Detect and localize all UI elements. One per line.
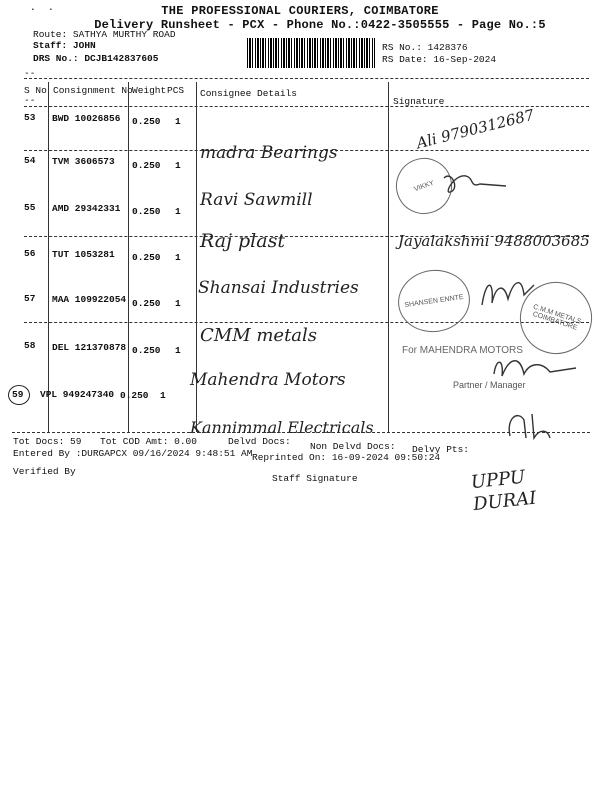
row-rule — [24, 322, 589, 323]
handwritten-note: UPPU DURAI — [469, 466, 538, 516]
col-header-consignee: Consignee Details — [200, 88, 297, 99]
rs-date-row — [382, 54, 496, 65]
col-divider — [388, 82, 389, 432]
row-weight: 0.250 — [132, 160, 161, 171]
row-pcs: 1 — [175, 160, 181, 171]
rs-no-row — [382, 42, 468, 53]
row-weight: 0.250 — [132, 116, 161, 127]
footer-non-delvd: Non Delvd Docs: — [310, 441, 396, 452]
signature-scribble — [504, 408, 554, 442]
barcode — [247, 38, 375, 68]
col-header-signature: Signature — [393, 96, 445, 107]
rs-no-value: 1428376 — [427, 42, 468, 53]
row-consignment: BWD 10026856 — [52, 113, 121, 124]
row-consignment: AMD 29342331 — [52, 203, 121, 214]
runsheet-subtitle: Delivery Runsheet - PCX - Phone No.:0422-3505555 - Page No.:5 — [94, 18, 546, 32]
footer-reprinted: Reprinted On: 16-09-2024 09:50:24 — [252, 452, 441, 463]
rs-date-value: 16-Sep-2024 — [433, 54, 497, 65]
company-title: THE PROFESSIONAL COURIERS, COIMBATORE — [161, 4, 439, 18]
row-pcs: 1 — [175, 206, 181, 217]
dash-mark: -- — [24, 95, 36, 106]
row-weight: 0.250 — [132, 298, 161, 309]
row-weight: 0.250 — [132, 345, 161, 356]
row-consignee-handwritten: Mahendra Motors — [190, 370, 346, 390]
row-pcs: 1 — [175, 345, 181, 356]
print-mahendra: For MAHENDRA MOTORS — [402, 345, 523, 356]
col-header-pcs: PCS — [167, 85, 185, 96]
row-consignment: TVM 3606573 — [52, 156, 115, 167]
row-consignment: DEL 121370878 — [52, 342, 127, 353]
rs-date-label: RS Date: — [382, 54, 428, 65]
row-consignee-handwritten: Raj plast — [200, 230, 285, 252]
row-sno: 56 — [24, 248, 36, 259]
route-value: SATHYA MURTHY ROAD — [72, 29, 176, 40]
col-header-sno: S No — [24, 85, 47, 96]
row-weight: 0.250 — [120, 390, 149, 401]
row-consignee-handwritten: CMM metals — [200, 325, 318, 346]
header-bottom-rule — [24, 106, 589, 107]
row-pcs: 1 — [175, 116, 181, 127]
stamp-cmm-text: C.M.M METALS COIMBATORE — [531, 303, 582, 332]
stamp-vikky-text: VIKKY — [413, 179, 435, 193]
rs-no-label: RS No.: — [382, 42, 422, 53]
row-consignee-handwritten: Ravi Sawmill — [200, 190, 313, 210]
route-row — [33, 29, 176, 40]
drs-label: DRS No.: — [33, 53, 79, 64]
row-consignment: TUT 1053281 — [52, 249, 115, 260]
stamp-shansen — [394, 265, 474, 336]
col-header-weight: Weight — [132, 85, 167, 96]
row-consignment: MAA 109922054 — [52, 294, 127, 305]
footer-verified-by: Verified By — [13, 466, 76, 477]
footer-entered-by: Entered By :DURGAPCX 09/16/2024 9:48:51 AM — [13, 448, 253, 459]
col-header-consignment: Consignment No — [53, 85, 133, 96]
drs-value: DCJB142837605 — [84, 53, 159, 64]
footer-delvd: Delvd Docs: — [228, 436, 291, 447]
row-pcs: 1 — [160, 390, 166, 401]
signature-phone-handwritten: Ali 9790312687 — [414, 105, 537, 153]
row-pcs: 1 — [175, 298, 181, 309]
row-sno: 59 — [12, 389, 24, 400]
row-pcs: 1 — [175, 252, 181, 263]
footer-delvy-pts: Delvy Pts: — [412, 444, 470, 455]
table-top-rule — [24, 78, 589, 79]
row-consignment: VPL 949247340 — [40, 389, 115, 400]
staff-row — [33, 40, 96, 51]
footer-tot-cod: Tot COD Amt: 0.00 — [100, 436, 197, 447]
staff-value: JOHN — [72, 40, 96, 51]
signature-jayalakshmi: Jayalakshmi 9488003685 — [398, 232, 590, 250]
row-consignee-handwritten: Kannimmal Electricals — [190, 418, 374, 437]
corner-dot: . — [30, 2, 36, 13]
row-sno: 54 — [24, 155, 36, 166]
stamp-shansen-text: SHANSEN ENNTE — [404, 293, 464, 309]
staff-label: Staff: — [33, 40, 68, 51]
row-consignee-handwritten: Shansai Industries — [198, 278, 359, 298]
row-weight: 0.250 — [132, 252, 161, 263]
print-partner-manager: Partner / Manager — [453, 380, 526, 390]
signature-scribble — [440, 168, 510, 198]
col-divider — [128, 82, 129, 432]
row-sno: 57 — [24, 293, 36, 304]
drs-row — [33, 53, 158, 64]
col-divider — [48, 82, 49, 432]
footer-tot-docs: Tot Docs: 59 — [13, 436, 82, 447]
dash-mark: -- — [24, 68, 36, 79]
row-weight: 0.250 — [132, 206, 161, 217]
row-sno: 55 — [24, 202, 36, 213]
row-sno: 58 — [24, 340, 36, 351]
corner-dot: . — [48, 2, 54, 13]
footer-staff-signature: Staff Signature — [272, 473, 358, 484]
row-consignee-handwritten: madra Bearings — [200, 143, 338, 163]
route-label: Route: — [33, 29, 68, 40]
row-sno: 53 — [24, 112, 36, 123]
